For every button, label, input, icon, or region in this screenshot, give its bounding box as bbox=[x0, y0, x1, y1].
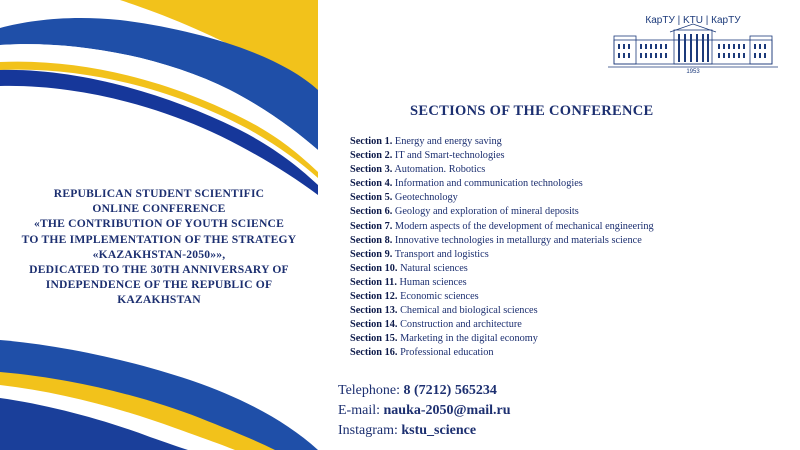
section-label: Section 3. bbox=[350, 164, 393, 176]
university-logo bbox=[608, 10, 778, 76]
section-text: Professional education bbox=[400, 347, 494, 359]
section-label: Section 4. bbox=[350, 178, 393, 190]
section-text: Geology and exploration of mineral deposits bbox=[394, 206, 579, 218]
section-item bbox=[350, 135, 654, 149]
instagram-label: Instagram: bbox=[338, 423, 402, 438]
event-title-line: INDEPENDENCE OF THE REPUBLIC OF bbox=[45, 278, 273, 292]
event-title-line: «THE CONTRIBUTION OF YOUTH SCIENCE bbox=[33, 217, 285, 231]
building-icon bbox=[608, 10, 778, 76]
email-label: E-mail: bbox=[338, 403, 384, 418]
section-label: Section 9. bbox=[350, 248, 393, 260]
event-title-line: «KAZAKHSTAN-2050»», bbox=[92, 247, 226, 261]
section-label: Section 1. bbox=[350, 136, 393, 147]
section-item bbox=[350, 234, 654, 248]
section-item bbox=[350, 276, 654, 290]
section-item bbox=[350, 332, 654, 346]
section-text: Modern aspects of the development of mechanical engineering bbox=[394, 220, 654, 232]
section-item bbox=[350, 220, 654, 234]
email-line bbox=[338, 401, 510, 421]
section-item bbox=[350, 304, 654, 318]
section-label: Section 6. bbox=[350, 206, 393, 218]
section-item bbox=[350, 318, 654, 332]
section-text: Information and communication technologies bbox=[394, 178, 583, 190]
section-label: Section 11. bbox=[350, 276, 397, 288]
sections-list bbox=[350, 135, 654, 361]
section-text: Economic sciences bbox=[400, 291, 479, 303]
phone-line bbox=[338, 381, 510, 401]
section-label: Section 5. bbox=[350, 192, 393, 204]
section-item bbox=[350, 262, 654, 276]
event-title-line: TO THE IMPLEMENTATION OF THE STRATEGY bbox=[21, 232, 297, 246]
contact-block bbox=[338, 381, 510, 441]
instagram-line bbox=[338, 421, 510, 441]
section-item bbox=[350, 191, 654, 205]
section-text: Natural sciences bbox=[400, 262, 468, 274]
section-item bbox=[350, 248, 654, 262]
section-label: Section 7. bbox=[350, 220, 393, 232]
section-label: Section 13. bbox=[350, 305, 398, 317]
section-label: Section 2. bbox=[350, 150, 393, 162]
event-title-line: KAZAKHSTAN bbox=[117, 293, 201, 307]
section-text: Automation. Robotics bbox=[394, 164, 486, 176]
email-link[interactable]: nauka-2050@mail.ru bbox=[383, 403, 511, 418]
section-label: Section 8. bbox=[350, 234, 393, 246]
event-title bbox=[0, 186, 318, 308]
section-label: Section 12. bbox=[350, 291, 398, 303]
section-label: Section 10. bbox=[350, 262, 398, 274]
section-item bbox=[350, 205, 654, 219]
left-decor-panel bbox=[0, 0, 318, 450]
section-item bbox=[350, 290, 654, 304]
section-text: IT and Smart-technologies bbox=[394, 150, 505, 162]
section-text: Chemical and biological sciences bbox=[400, 305, 538, 317]
section-label: Section 16. bbox=[350, 347, 398, 359]
section-text: Human sciences bbox=[399, 276, 467, 288]
section-item bbox=[350, 149, 654, 163]
section-item bbox=[350, 177, 654, 191]
section-text: Innovative technologies in metallurgy and materials science bbox=[394, 234, 642, 246]
event-title-line: REPUBLICAN STUDENT SCIENTIFIC bbox=[53, 187, 265, 200]
section-text: Transport and logistics bbox=[394, 248, 489, 260]
section-label: Section 15. bbox=[350, 333, 398, 345]
logo-year: 1953 bbox=[686, 69, 700, 75]
phone-number[interactable]: 8 (7212) 565234 bbox=[403, 383, 497, 398]
phone-label: Telephone: bbox=[338, 383, 404, 398]
section-text: Energy and energy saving bbox=[394, 136, 502, 147]
section-item bbox=[350, 346, 654, 360]
section-item bbox=[350, 163, 654, 177]
logo-text: КарТУ | KTU | КарТУ bbox=[645, 15, 741, 26]
section-label: Section 14. bbox=[350, 319, 398, 331]
sections-heading: SECTIONS OF THE CONFERENCE bbox=[410, 103, 654, 119]
event-title-line: DEDICATED TO THE 30TH ANNIVERSARY OF bbox=[29, 263, 289, 277]
event-title-line: ONLINE CONFERENCE bbox=[92, 202, 226, 216]
section-text: Marketing in the digital economy bbox=[400, 333, 538, 345]
instagram-handle[interactable]: kstu_science bbox=[401, 423, 477, 438]
section-text: Geotechnology bbox=[394, 192, 458, 204]
section-text: Construction and architecture bbox=[400, 319, 522, 331]
